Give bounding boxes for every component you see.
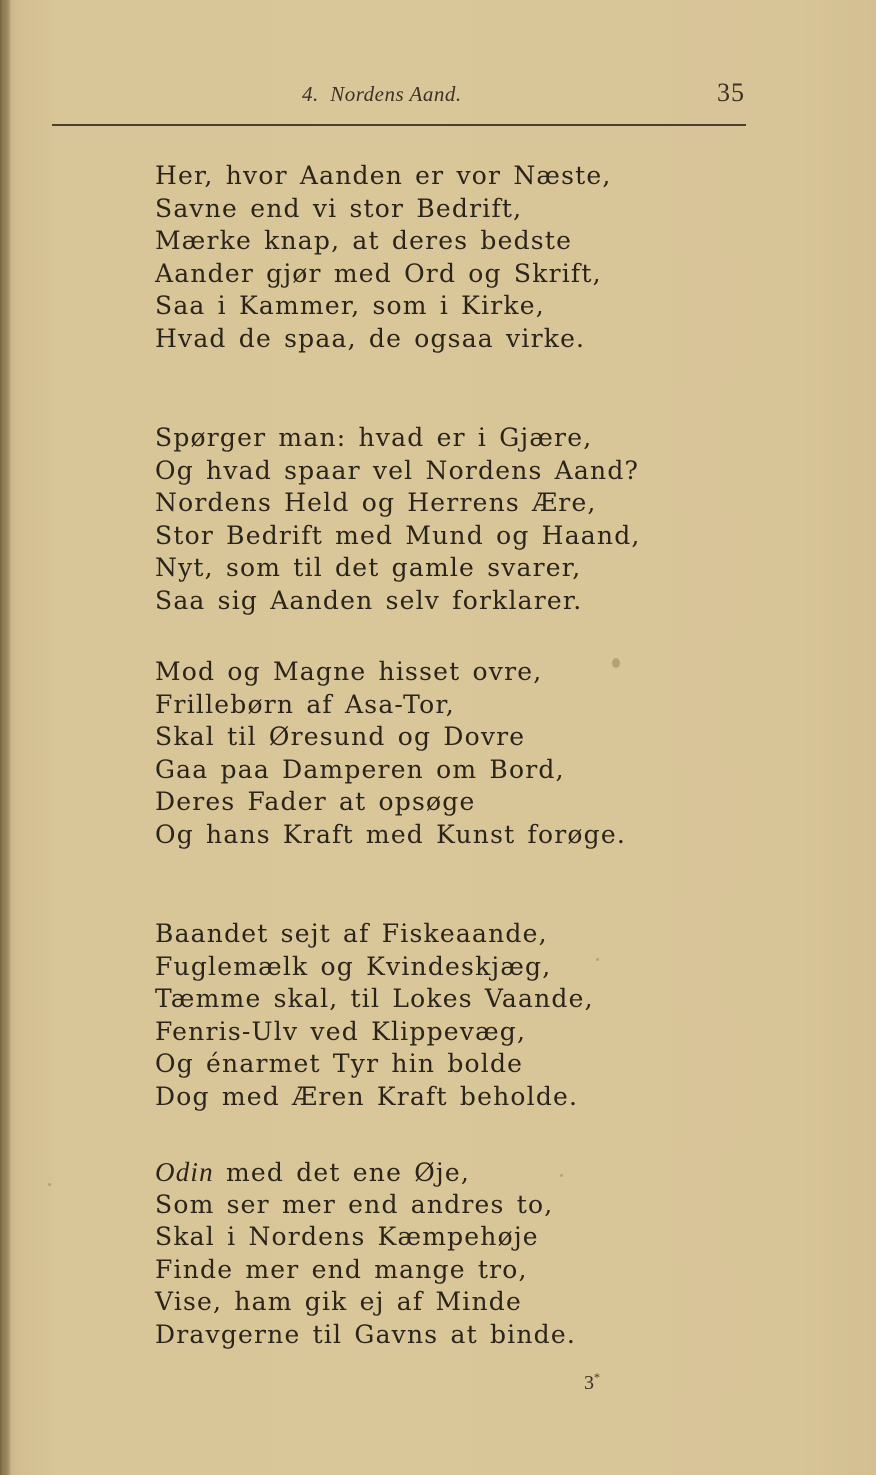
poem-line: Saa sig Aanden selv forklarer. bbox=[155, 585, 583, 615]
poem-line: Stor Bedrift med Mund og Haand, bbox=[155, 520, 641, 550]
poem-line-rest: med det ene Øje, bbox=[213, 1158, 471, 1187]
poem-line: Savne end vi stor Bedrift, bbox=[155, 193, 523, 223]
poem-line: Mod og Magne hisset ovre, bbox=[155, 657, 543, 686]
poem-line bbox=[155, 1156, 755, 1189]
poem-line: Nordens Held og Herrens Ære, bbox=[155, 488, 597, 518]
paper-speck bbox=[612, 658, 620, 668]
poem-line: Dog med Æren Kraft beholde. bbox=[155, 1081, 579, 1111]
poem-line: Mærke knap, at deres bedste bbox=[155, 226, 573, 256]
poem-line: Og énarmet Tyr hin bolde bbox=[155, 1049, 524, 1079]
stanza-5 bbox=[155, 1156, 755, 1352]
italic-name-odin: Odin bbox=[155, 1157, 214, 1187]
poem-line: Tæmme skal, til Lokes Vaande, bbox=[155, 984, 594, 1014]
stanza-4 bbox=[155, 918, 755, 1114]
poem-line: Baandet sejt af Fiskeaande, bbox=[155, 919, 548, 948]
book-spine-shadow bbox=[0, 0, 10, 1475]
poem-line: Skal til Øresund og Dovre bbox=[155, 722, 526, 752]
stanza-2 bbox=[155, 422, 755, 618]
paper-speck bbox=[560, 1174, 563, 1177]
header-rule bbox=[52, 124, 746, 126]
poem-line: Skal i Nordens Kæmpehøje bbox=[155, 1222, 539, 1252]
poem-line: Som ser mer end andres to, bbox=[155, 1189, 554, 1219]
page-number: 35 bbox=[717, 78, 745, 107]
signature-number: 3 bbox=[584, 1372, 594, 1394]
poem-line: Dravgerne til Gavns at binde. bbox=[155, 1319, 577, 1349]
signature-star: * bbox=[594, 1370, 600, 1384]
running-title: 4. Nordens Aand. bbox=[302, 82, 462, 106]
page-header bbox=[0, 78, 876, 118]
poem-line: Deres Fader at opsøge bbox=[155, 787, 476, 817]
poem-line: Saa i Kammer, som i Kirke, bbox=[155, 291, 545, 321]
poem-line: Her, hvor Aanden er vor Næste, bbox=[155, 161, 612, 190]
stanza-1 bbox=[155, 160, 755, 356]
paper-speck bbox=[48, 1183, 51, 1186]
poem-line: Frillebørn af Asa-Tor, bbox=[155, 689, 455, 719]
poem-line: Finde mer end mange tro, bbox=[155, 1254, 528, 1284]
poem-line: Aander gjør med Ord og Skrift, bbox=[155, 258, 602, 288]
poem-line: Fenris-Ulv ved Klippevæg, bbox=[155, 1016, 527, 1046]
poem-line: Spørger man: hvad er i Gjære, bbox=[155, 423, 593, 452]
poem-line: Fuglemælk og Kvindeskjæg, bbox=[155, 951, 552, 981]
stanza-3 bbox=[155, 656, 755, 852]
poem-line: Og hans Kraft med Kunst forøge. bbox=[155, 819, 626, 849]
poem-line: Og hvad spaar vel Nordens Aand? bbox=[155, 455, 640, 485]
poem-line: Gaa paa Damperen om Bord, bbox=[155, 754, 565, 784]
paper-speck bbox=[596, 958, 599, 961]
poem-line: Hvad de spaa, de ogsaa virke. bbox=[155, 323, 586, 353]
poem-line: Nyt, som til det gamle svarer, bbox=[155, 553, 582, 583]
signature-mark bbox=[584, 1372, 600, 1395]
poem-line: Vise, ham gik ej af Minde bbox=[155, 1287, 522, 1317]
